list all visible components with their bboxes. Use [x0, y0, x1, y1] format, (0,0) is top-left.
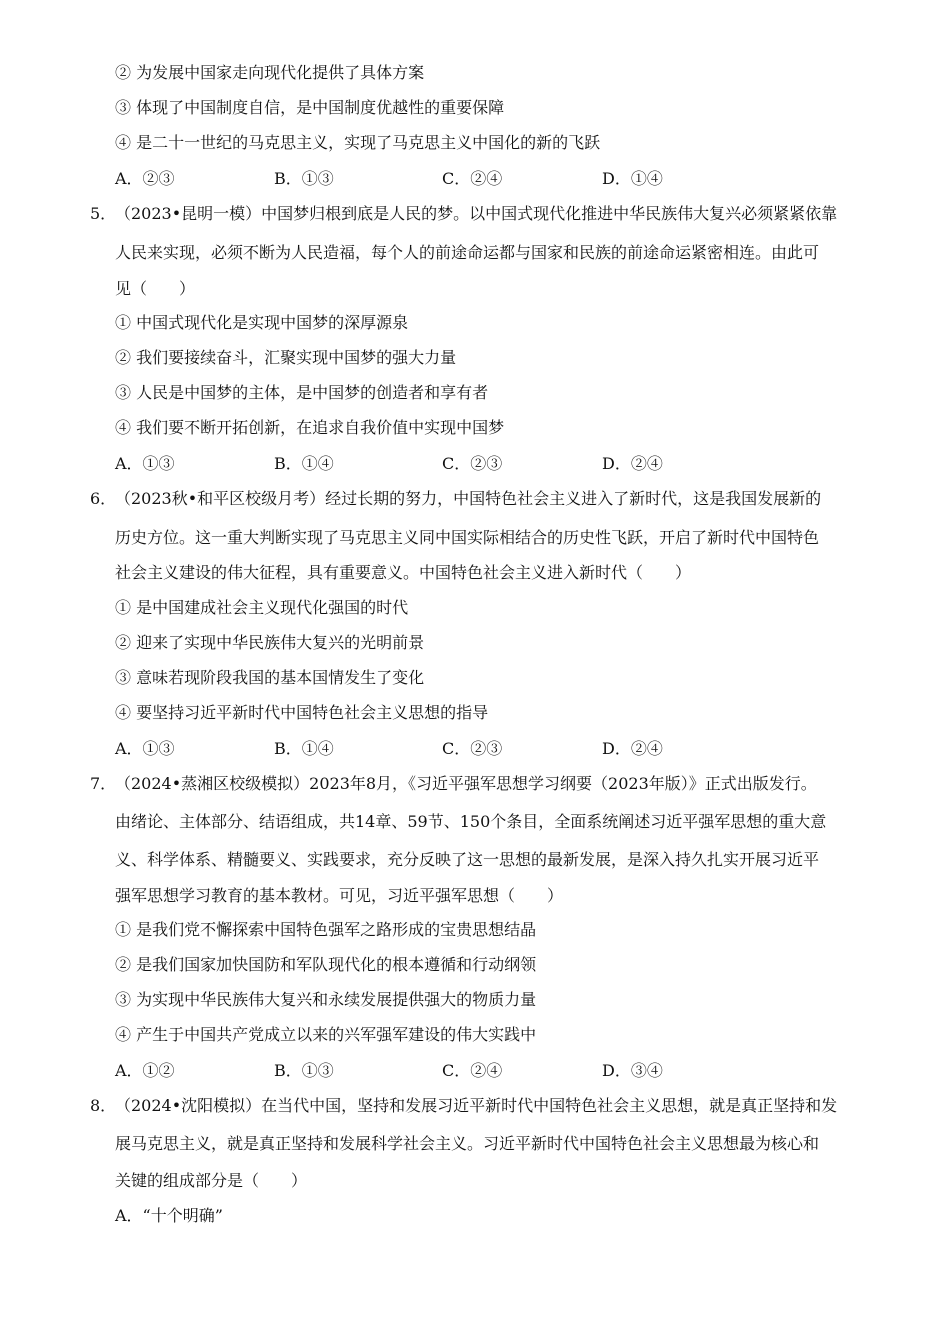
- q7-statement-4: ④ 产生于中国共产党成立以来的兴军强军建设的伟大实践中: [115, 1025, 537, 1044]
- q7-statement-1: ① 是我们党不懈探索中国特色强军之路形成的宝贵思想结晶: [115, 920, 537, 939]
- q8-stem-line-3: 关键的组成部分是（ ）: [115, 1171, 308, 1190]
- q5-stem-line-1: （2023•昆明一模）中国梦归根到底是人民的梦。以中国式现代化推进中华民族伟大复兴必须紧紧依靠: [115, 204, 838, 223]
- q4-option-a: A．②③: [115, 169, 175, 188]
- q5-number: 5．: [90, 204, 117, 223]
- q5-option-c: C．②③: [442, 454, 503, 473]
- q7-number: 7．: [90, 774, 117, 793]
- q7-option-a: A．①②: [115, 1061, 175, 1080]
- q6-statement-3: ③ 意味若现阶段我国的基本国情发生了变化: [115, 668, 425, 687]
- q5-statement-2: ② 我们要接续奋斗，汇聚实现中国梦的强大力量: [115, 348, 457, 367]
- q7-stem-line-1: （2024•蒸湘区校级模拟）2023年8月，《习近平强军思想学习纲要（2023年版）》正式出版发行。: [115, 774, 817, 793]
- q6-option-b: B．①④: [274, 739, 334, 758]
- q6-statement-4: ④ 要坚持习近平新时代中国特色社会主义思想的指导: [115, 703, 489, 722]
- q7-statement-2: ② 是我们国家加快国防和军队现代化的根本遵循和行动纲领: [115, 955, 537, 974]
- q7-option-c: C．②④: [442, 1061, 503, 1080]
- q5-statement-4: ④ 我们要不断开拓创新，在追求自我价值中实现中国梦: [115, 418, 505, 437]
- q4-option-b: B．①③: [274, 169, 334, 188]
- q7-stem-line-4: 强军思想学习教育的基本教材。可见，习近平强军思想（ ）: [115, 886, 564, 905]
- q4-statement-3: ③ 体现了中国制度自信，是中国制度优越性的重要保障: [115, 98, 505, 117]
- q6-number: 6．: [90, 489, 117, 508]
- q6-statement-2: ② 迎来了实现中华民族伟大复兴的光明前景: [115, 633, 425, 652]
- q7-option-d: D．③④: [602, 1061, 663, 1080]
- q5-option-b: B．①④: [274, 454, 334, 473]
- q6-option-c: C．②③: [442, 739, 503, 758]
- q4-option-c: C．②④: [442, 169, 503, 188]
- q8-number: 8．: [90, 1096, 117, 1115]
- q6-stem-line-2: 历史方位。这一重大判断实现了马克思主义同中国实际相结合的历史性飞跃，开启了新时代中国特色: [115, 528, 820, 547]
- q5-stem-line-2: 人民来实现，必须不断为人民造福，每个人的前途命运都与国家和民族的前途命运紧密相连。由此可: [115, 243, 820, 262]
- q8-option-a: A．“十个明确”: [115, 1206, 223, 1225]
- q7-statement-3: ③ 为实现中华民族伟大复兴和永续发展提供强大的物质力量: [115, 990, 537, 1009]
- q7-stem-line-3: 义、科学体系、精髓要义、实践要求，充分反映了这一思想的最新发展，是深入持久扎实开展习近平: [115, 850, 820, 869]
- q4-statement-2: ② 为发展中国家走向现代化提供了具体方案: [115, 63, 425, 82]
- q5-option-d: D．②④: [602, 454, 663, 473]
- q4-statement-4: ④ 是二十一世纪的马克思主义，实现了马克思主义中国化的新的飞跃: [115, 133, 601, 152]
- q6-stem-line-1: （2023秋•和平区校级月考）经过长期的努力，中国特色社会主义进入了新时代，这是我国发展新的: [115, 489, 822, 508]
- q4-option-d: D．①④: [602, 169, 663, 188]
- q5-option-a: A．①③: [115, 454, 175, 473]
- q5-stem-line-3: 见（ ）: [115, 279, 196, 298]
- q6-statement-1: ① 是中国建成社会主义现代化强国的时代: [115, 598, 409, 617]
- q7-stem-line-2: 由绪论、主体部分、结语组成，共14章、59节、150个条目，全面系统阐述习近平强军思想的重大意: [115, 812, 827, 831]
- q5-statement-3: ③ 人民是中国梦的主体，是中国梦的创造者和享有者: [115, 383, 489, 402]
- q8-stem-line-2: 展马克思主义，就是真正坚持和发展科学社会主义。习近平新时代中国特色社会主义思想最为核心和: [115, 1134, 820, 1153]
- q7-option-b: B．①③: [274, 1061, 334, 1080]
- q6-option-d: D．②④: [602, 739, 663, 758]
- q5-statement-1: ① 中国式现代化是实现中国梦的深厚源泉: [115, 313, 409, 332]
- q6-option-a: A．①③: [115, 739, 175, 758]
- q8-stem-line-1: （2024•沈阳模拟）在当代中国，坚持和发展习近平新时代中国特色社会主义思想，就是真正坚持和发: [115, 1096, 838, 1115]
- q6-stem-line-3: 社会主义建设的伟大征程，具有重要意义。中国特色社会主义进入新时代（ ）: [115, 563, 692, 582]
